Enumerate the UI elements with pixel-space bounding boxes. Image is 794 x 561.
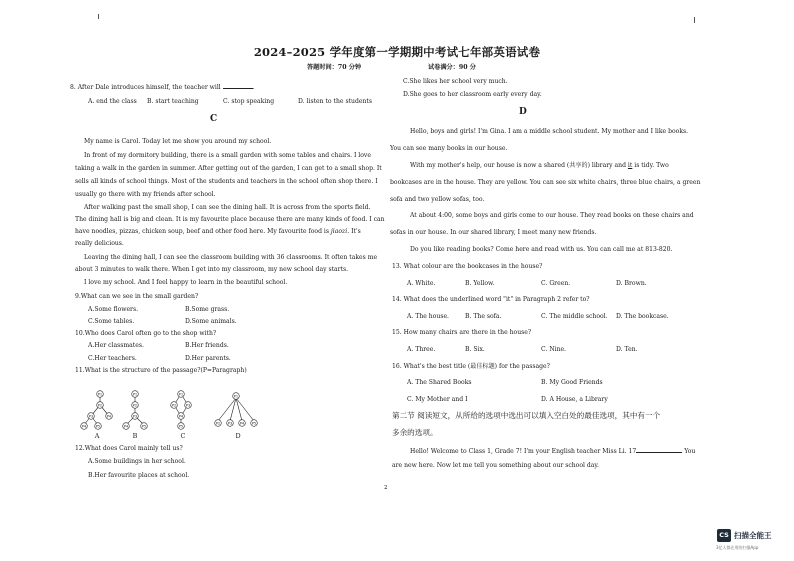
diag-d-p5: P5	[251, 421, 257, 426]
q11-stem: 11.What is the structure of the passage?(P=Paragraph)	[75, 367, 247, 374]
passage-d-p2-line2: bookcases are in the house. They are yellow. You can see six white chairs, three blue chairs, a green	[390, 179, 701, 186]
q10-stem: 10.Who does Carol often go to the shop with?	[75, 330, 217, 337]
passage-d-p1-line2: You can see many books in our house.	[390, 145, 508, 152]
q8-stem-end: .	[252, 84, 255, 91]
q12-stem: 12.What does Carol mainly tell us?	[75, 445, 183, 452]
passage-c-p3-line2: The dining hall is big and clean. It is my favourite place because there are many kinds of food. I can	[75, 216, 385, 223]
scanner-app-name: 扫描全能王	[734, 531, 772, 540]
p2-line1-b: is tidy. Two	[632, 162, 669, 169]
diag-b-p1: P1	[132, 392, 138, 397]
cloze-line1-a: Hello! Welcome to Class 1, Grade 7! I'm your English teacher Miss Li. 17	[410, 448, 637, 455]
diagram-label-d: D	[235, 432, 241, 440]
diagram-a	[81, 391, 113, 430]
q13-option-d: D. Brown.	[616, 280, 647, 287]
passage-d-p3-line1: At about 4:00, some boys and girls come to our house. They read books on these chairs and	[410, 212, 694, 219]
section-d-heading: D	[519, 107, 527, 117]
q12-option-a: A.Some buildings in her school.	[88, 458, 186, 465]
diag-c-p5: P5	[178, 424, 184, 429]
q9-option-a: A.Some flowers.	[88, 306, 139, 313]
jiaozi-word: jiaozi	[330, 228, 348, 235]
q16-stem: 16. What's the best title (最佳标题) for the passage?	[392, 363, 550, 370]
q13-stem: 13. What colour are the bookcases in the house?	[392, 263, 543, 270]
diag-a-p3: P3	[88, 414, 94, 419]
passage-c-p5: I love my school. And I feel happy to learn in the beautiful school.	[84, 279, 288, 286]
q9-option-b: B.Some grass.	[185, 306, 230, 313]
score-label: 试卷满分：90 分	[428, 64, 476, 71]
q11-structure-diagrams	[78, 388, 268, 440]
q14-option-b: B. The sofa.	[465, 313, 502, 320]
diag-d-p4: P4	[239, 421, 245, 426]
cloze-blank-17	[636, 446, 682, 453]
diag-a-p4: P4	[106, 414, 112, 419]
passage-d-p2-line1	[410, 162, 669, 169]
q10-option-d: D.Her parents.	[185, 355, 231, 362]
diag-a-p4b: P4	[81, 424, 87, 429]
diag-c-p2: P2	[171, 403, 177, 408]
diag-a-p2: P2	[97, 403, 103, 408]
cloze-line1-b: You	[684, 448, 696, 455]
p3-line3-a: have noodles, pizzas, chicken soup, beef and other food here. My favourite food is	[75, 228, 331, 235]
passage-c-p2-line1: In front of my dormitory building, there is a small garden with some tables and chairs. I love	[84, 152, 371, 159]
q13-option-b: B. Yellow.	[465, 280, 495, 287]
diag-a-p1: P1	[97, 392, 103, 397]
q10-option-b: B.Her friends.	[185, 342, 229, 349]
q8-option-b: B. start teaching	[147, 98, 199, 105]
q16-option-c: C. My Mother and I	[407, 396, 468, 403]
passage-d-p2-line3: sofa and two yellow sofas, too.	[390, 196, 485, 203]
q8-option-c: C. stop speaking	[223, 98, 275, 105]
q8-blank	[223, 82, 253, 89]
q16-option-a: A. The Shared Books	[407, 379, 472, 386]
q8-option-a: A. end the class	[88, 98, 137, 105]
q14-option-d: D. The bookcase.	[616, 313, 669, 320]
q13-option-a: A. White.	[407, 280, 436, 287]
q15-option-c: C. Nine.	[541, 346, 567, 353]
q16-option-b: B. My Good Friends	[541, 379, 603, 386]
diag-d-p3: P3	[227, 421, 233, 426]
diagram-label-a: A	[94, 432, 100, 440]
diagram-d	[215, 393, 258, 427]
diag-b-p5: P5	[141, 424, 147, 429]
passage-c-p3-line1: After walking past the small shop, I can see the dining hall. It is across from the sports field.	[84, 204, 371, 211]
q10-option-a: A.Her classmates.	[88, 342, 144, 349]
q15-option-a: A. Three.	[407, 346, 436, 353]
q15-option-b: B. Six.	[465, 346, 485, 353]
q14-stem: 14. What does the underlined word "it" in Paragraph 2 refer to?	[392, 296, 590, 303]
q12-option-c: C.She likes her school very much.	[403, 78, 508, 85]
cloze-line1	[410, 446, 695, 455]
q15-option-d: D. Ten.	[616, 346, 638, 353]
q14-option-a: A. The house.	[407, 313, 449, 320]
p2-line1-a: With my mother's help, our house is now a shared (共享的) library and	[410, 162, 628, 169]
diag-b-p3: P3	[132, 414, 138, 419]
q8-option-d: D. listen to the students	[298, 98, 372, 105]
diagram-label-c: C	[180, 432, 186, 440]
passage-d-p1-line1: Hello, boys and girls! I'm Gina. I am a middle school student. My mother and I like books.	[410, 128, 689, 135]
time-label: 答题时间：70 分钟	[307, 64, 362, 71]
diag-c-p4: P4	[178, 414, 184, 419]
p3-line3-b: . It's	[347, 228, 361, 235]
part2-instruction-line1: 第二节 阅读短文，从所给的选项中选出可以填入空白处的最佳选项，其中有一个	[392, 411, 661, 420]
q10-option-c: C.Her teachers.	[88, 355, 137, 362]
q9-option-c: C.Some tables.	[88, 318, 135, 325]
q8-stem	[70, 82, 255, 91]
section-c-heading: C	[210, 114, 218, 124]
diag-d-p2: P2	[215, 421, 221, 426]
page-number: 2	[384, 485, 388, 491]
passage-c-p4-line1: Leaving the dining hall, I can see the classroom building with 36 classrooms. It often takes me	[84, 254, 378, 261]
passage-c-p3-line4: really delicious.	[75, 240, 124, 247]
diag-c-p1: P1	[178, 392, 184, 397]
scan-mark-left	[98, 14, 99, 19]
passage-c-p2-line4: usually go there with my friends after school.	[75, 191, 216, 198]
underlined-it: it	[627, 162, 633, 169]
q8-stem-text: 8. After Dale introduces himself, the teacher will	[70, 84, 221, 91]
scanner-logo-badge: CS	[717, 529, 731, 542]
diag-c-p3: P3	[185, 403, 191, 408]
passage-c-p2-line3: sells all kinds of school things. Most of the students and teachers in the school often shop there. I	[75, 178, 378, 185]
diagram-label-b: B	[132, 432, 138, 440]
passage-c-p2-line2: taking a walk in the garden in summer. After getting out of the garden, I can get to a small shop. It	[75, 165, 382, 172]
passage-d-p4: Do you like reading books? Come here and read with us. You can call me at 813-820.	[410, 246, 673, 253]
cloze-line2: are new here. Now let me tell you something about our school day.	[392, 462, 599, 469]
part2-instruction-line2: 多余的选项。	[392, 428, 438, 437]
q12-option-b: B.Her favourite places at school.	[88, 472, 190, 479]
diag-a-p5: P5	[95, 424, 101, 429]
diagram-c	[171, 391, 192, 430]
q15-stem: 15. How many chairs are there in the house?	[392, 329, 532, 336]
passage-d-p3-line2: sofas in our house. In our shared library, I meet many new friends.	[390, 229, 597, 236]
passage-c-p1: My name is Carol. Today let me show you around my school.	[84, 138, 272, 145]
diag-b-p2: P2	[132, 403, 138, 408]
scan-mark-right	[694, 17, 695, 23]
diag-d-p1: P1	[233, 394, 239, 399]
q16-option-d: D. A House, a Library	[541, 396, 608, 403]
q9-stem: 9.What can we see in the small garden?	[75, 293, 199, 300]
diag-b-p4: P4	[123, 424, 129, 429]
passage-c-p3-line3	[75, 228, 361, 235]
q13-option-c: C. Green.	[541, 280, 571, 287]
q12-option-d: D.She goes to her classroom early every day.	[403, 91, 542, 98]
passage-c-p4-line2: about 3 minutes to walk there. When I get into my classroom, my new school day starts.	[75, 266, 349, 273]
q14-option-c: C. The middle school.	[541, 313, 608, 320]
q9-option-d: D.Some animals.	[185, 318, 237, 325]
scanner-app-tagline: 3亿人都在用的扫描App	[716, 545, 759, 550]
exam-title: 2024–2025 学年度第一学期期中考试七年部英语试卷	[253, 45, 541, 59]
